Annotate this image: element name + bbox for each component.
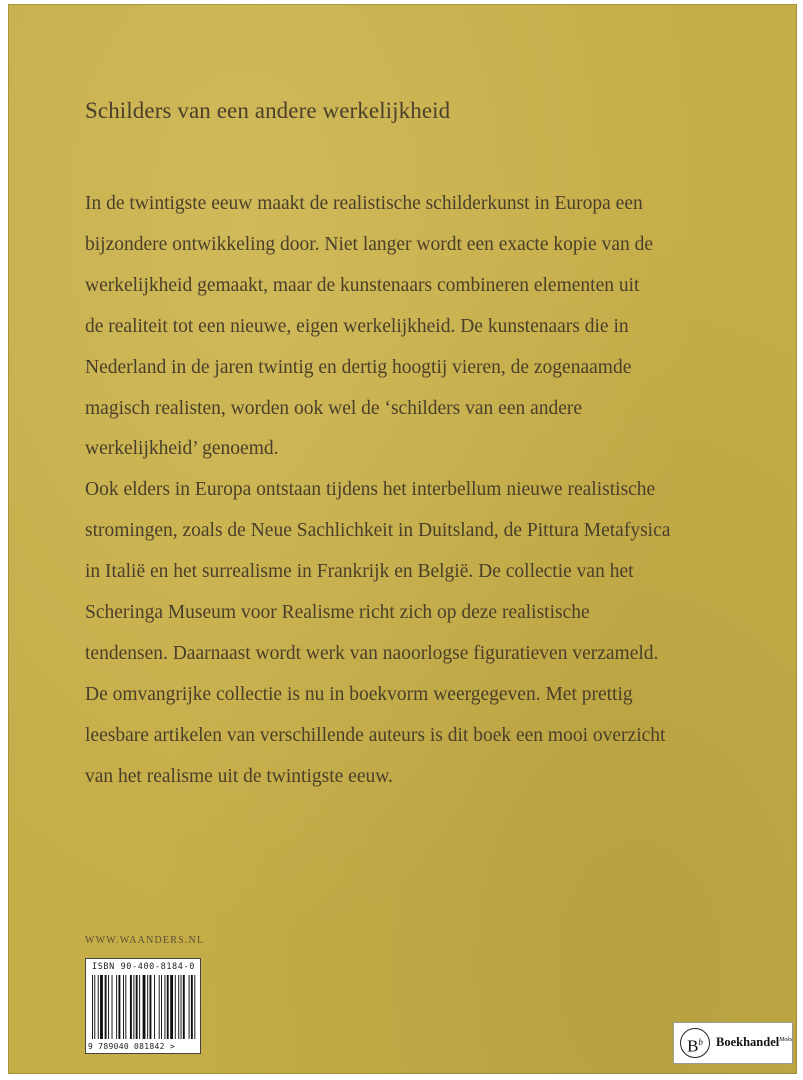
barcode-bar <box>125 975 126 1039</box>
barcode-bar <box>183 975 185 1039</box>
text-line: leesbare artikelen van verschillende auteurs is dit boek een mooi overzicht <box>85 724 666 746</box>
barcode-bar <box>170 975 173 1039</box>
barcode-bar <box>194 975 195 1039</box>
barcode-bar <box>154 975 155 1039</box>
barcode-bar <box>191 975 193 1039</box>
barcode-digits: 9 789040 081842 > <box>88 1042 175 1051</box>
barcode-bar <box>159 975 160 1039</box>
barcode-bar <box>136 975 138 1039</box>
barcode-bar <box>123 975 124 1039</box>
bookshop-sticker <box>673 1022 793 1064</box>
barcode-bars <box>90 975 196 1039</box>
cover-title: Schilders van een andere werkelijkheid <box>85 98 451 123</box>
isbn-barcode <box>85 958 201 1054</box>
barcode-bar <box>181 975 182 1039</box>
barcode-bar <box>178 975 179 1039</box>
barcode-bar <box>167 975 169 1039</box>
text-line: bijzondere ontwikkeling door. Niet langer wordt een exacte kopie van de <box>85 233 654 255</box>
barcode-bar <box>133 975 134 1039</box>
barcode-bar <box>139 975 140 1039</box>
barcode-bar <box>164 975 165 1039</box>
text-line: Nederland in de jaren twintig en dertig hoogtij vieren, de zogenaamde <box>85 356 632 378</box>
text-line: magisch realisten, worden ook wel de ‘schilders van een andere <box>85 397 583 419</box>
barcode-bar <box>100 975 103 1039</box>
barcode-bar <box>92 975 93 1039</box>
barcode-bar <box>130 975 132 1039</box>
bookshop-logo-icon <box>680 1028 710 1058</box>
text-line: werkelijkheid gemaakt, maar de kunstenaars combineren elementen uit <box>85 274 640 296</box>
logo-sup: b <box>698 1037 703 1047</box>
barcode-bar <box>94 975 95 1039</box>
bookshop-name-label: Boekhandel <box>716 1035 780 1049</box>
text-line: Scheringa Museum voor Realisme richt zich op deze realistische <box>85 602 590 624</box>
blurb-paragraph-2 <box>85 470 745 797</box>
barcode-bar <box>108 975 109 1039</box>
barcode-bar <box>98 975 99 1039</box>
barcode-bar <box>189 975 190 1039</box>
text-line: Ook elders in Europa ontstaan tijdens het interbellum nieuwe realistische <box>85 479 656 501</box>
barcode-bar <box>161 975 162 1039</box>
isbn-label: ISBN 90-400-8184-0 <box>92 962 195 972</box>
barcode-bar <box>105 975 107 1039</box>
book-back-cover <box>8 4 797 1074</box>
cover-blurb <box>85 184 745 798</box>
barcode-bar <box>116 975 117 1039</box>
text-line: In de twintigste eeuw maakt de realistische schilderkunst in Europa een <box>85 193 643 214</box>
barcode-bar <box>118 975 120 1039</box>
text-line: van het realisme uit de twintigste eeuw. <box>85 765 393 787</box>
text-line: in Italië en het surrealisme in Frankrijk en België. De collectie van het <box>85 561 634 583</box>
text-line: De omvangrijke collectie is nu in boekvorm weergegeven. Met prettig <box>85 683 633 705</box>
publisher-website: WWW.WAANDERS.NL <box>85 935 205 946</box>
text-line: de realiteit tot een nieuwe, eigen werkelijkheid. De kunstenaars die in <box>85 315 629 337</box>
text-line: stromingen, zoals de Neue Sachlichkeit in Duitsland, de Pittura Metafysica <box>85 520 671 542</box>
text-line: tendensen. Daarnaast wordt werk van naoorlogse figuratieven verzameld. <box>85 642 659 664</box>
barcode-bar <box>112 975 113 1039</box>
barcode-bar <box>143 975 146 1039</box>
barcode-bar <box>150 975 152 1039</box>
text-line: werkelijkheid’ genoemd. <box>85 438 279 460</box>
blurb-paragraph-1 <box>85 184 745 470</box>
barcode-bar <box>175 975 176 1039</box>
logo-letter: B <box>687 1036 699 1056</box>
barcode-bar <box>147 975 148 1039</box>
bookshop-name <box>716 1035 792 1050</box>
bookshop-name-sup: Moks <box>779 1036 793 1043</box>
